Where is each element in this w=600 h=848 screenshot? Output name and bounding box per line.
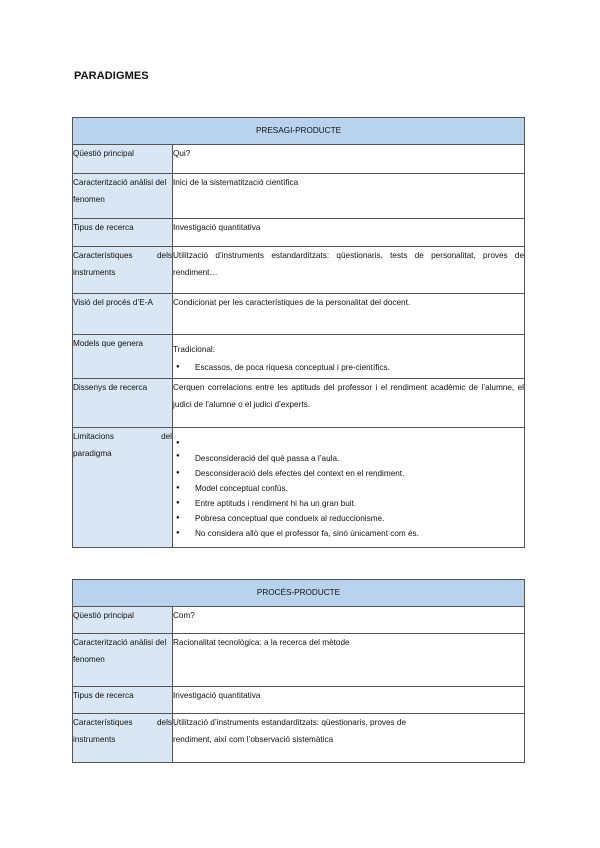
proces-producte-table — [72, 579, 525, 763]
list-item: ● No considera allò que el professor fa, sinó únicament com és. — [195, 527, 524, 540]
row-value-designs: Cerquen correlacions entre les aptituds del professor i el rendiment acadèmic de l’alumne, el judici de l’alumne o el judici d’experts. — [173, 379, 525, 428]
presagi-producte-table — [72, 117, 525, 548]
row-label-limitations: Limitacions del paradigma — [73, 428, 173, 548]
row-label-characterization: Caracterització anàlisi del fenomen — [73, 634, 173, 687]
row-value-question: Qui? — [173, 145, 525, 174]
list-item: ● Model conceptual confús. — [195, 482, 524, 495]
list-item — [195, 437, 524, 450]
row-value-instruments: Utilització d’instruments estandarditzats: qüestionaris, proves de rendiment, així com l’observació sistemàtica — [173, 714, 525, 763]
row-label-question: Qüestió principal — [73, 607, 173, 634]
row-value-vision: Condicionat per les característiques de la personalitat del docent. — [173, 294, 525, 335]
row-label-instruments: Característiques dels instruments — [73, 247, 173, 294]
row-label-question: Qüestió principal — [73, 145, 173, 174]
row-value-instruments: Utilització d’instruments estandarditzats: qüestionaris, tests de personalitat, proves de rendiment… — [173, 247, 525, 294]
row-value-question: Com? — [173, 607, 525, 634]
row-label-characterization: Caracterització anàlisi del fenomen — [73, 174, 173, 219]
row-value-characterization: Racionalitat tecnològica: a la recerca del mètode — [173, 634, 525, 687]
row-label-designs: Dissenys de recerca — [73, 379, 173, 428]
table-title: PROCÉS-PRODUCTE — [73, 580, 525, 607]
row-value-characterization: Inici de la sistematització científica — [173, 174, 525, 219]
list-item: ● Pobresa conceptual que condueix al reduccionisme. — [195, 512, 524, 525]
row-label-models: Models que genera — [73, 335, 173, 379]
row-label-instruments: Característiques dels instruments — [73, 714, 173, 763]
row-value-models: Tradicional: ● Escassos, de poca riquesa conceptual i pre-científics. — [173, 335, 525, 379]
row-value-limitations — [173, 428, 525, 548]
list-item: ● Desconsideració del què passa a l’aula. — [195, 450, 524, 465]
page-heading: PARADIGMES — [74, 70, 149, 82]
row-value-research-type: Investigació quantitativa — [173, 687, 525, 714]
row-label-vision: Visió del procés d’E-A — [73, 294, 173, 335]
list-item: ● Desconsideració dels efectes del context en el rendiment. — [195, 467, 524, 480]
table-title: PRESAGI-PRODUCTE — [73, 118, 525, 145]
row-label-research-type: Tipus de recerca — [73, 219, 173, 247]
list-item: ● Entre aptituds i rendiment hi ha un gran buit. — [195, 497, 524, 510]
row-value-research-type: Investigació quantitativa — [173, 219, 525, 247]
list-item: ● Escassos, de poca riquesa conceptual i pre-científics. — [195, 361, 524, 374]
row-label-research-type: Tipus de recerca — [73, 687, 173, 714]
